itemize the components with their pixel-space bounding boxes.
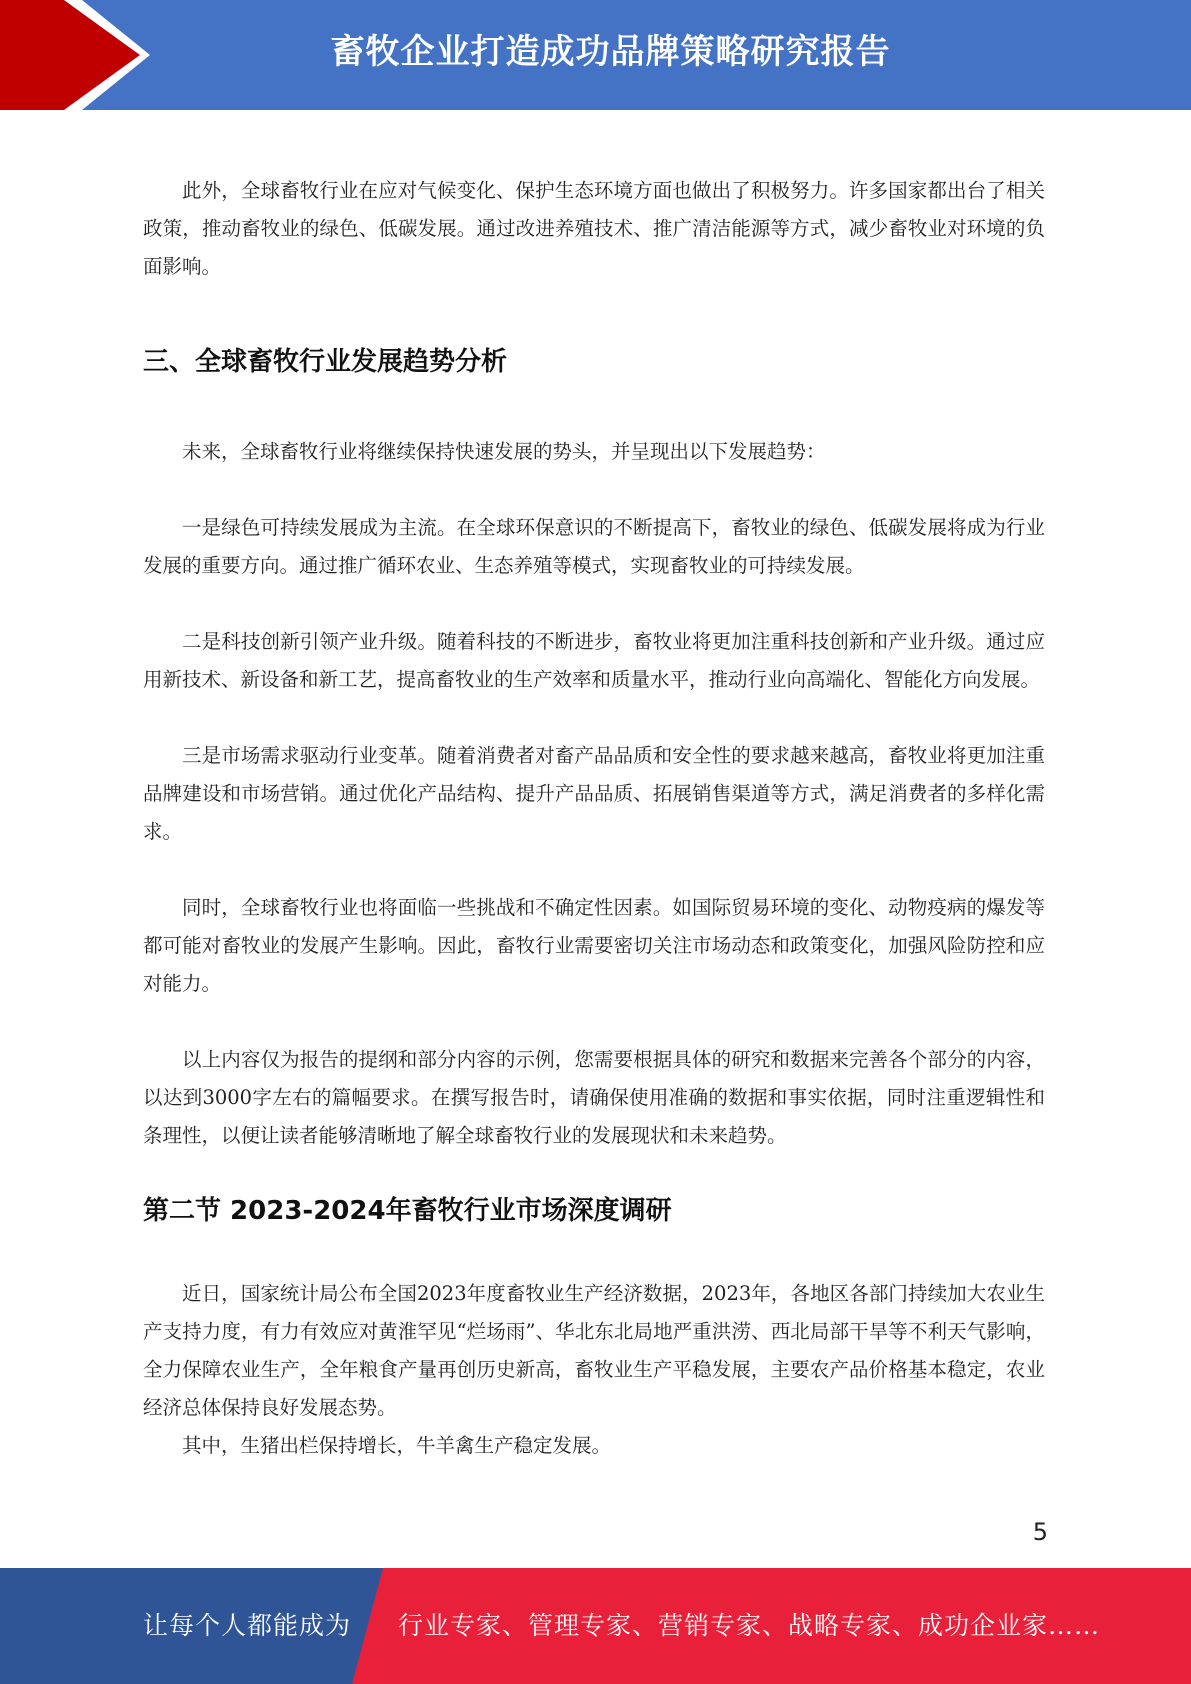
paragraph: 此外，全球畜牧行业在应对气候变化、保护生态环境方面也做出了积极努力。许多国家都出台了相关政策，推动畜牧业的绿色、低碳发展。通过改进养殖技术、推广清洁能源等方式，减少畜牧业对环境的负面影响。 xyxy=(143,179,1045,278)
paragraph: 近日，国家统计局公布全国2023年度畜牧业生产经济数据，2023年，各地区各部门持续加大农业生产支持力度，有力有效应对黄淮罕见“烂场雨”、华北东北局地严重洪涝、西北局部干旱等不利天气影响，全力保障农业生产，全年粮食产量再创历史新高，畜牧业生产平稳发展，主要农产品价格基本稳定，农业经济总体保持良好发展态势。 xyxy=(143,1282,1045,1419)
header-arrow-icon xyxy=(0,0,160,110)
page-number: 5 xyxy=(1032,1518,1048,1546)
paragraph: 一是绿色可持续发展成为主流。在全球环保意识的不断提高下，畜牧业的绿色、低碳发展将成为行业发展的重要方向。通过推广循环农业、生态养殖等模式，实现畜牧业的可持续发展。 xyxy=(143,516,1045,577)
paragraph: 未来，全球畜牧行业将继续保持快速发展的势头，并呈现出以下发展趋势： xyxy=(182,440,826,463)
paragraph: 三是市场需求驱动行业变革。随着消费者对畜产品品质和安全性的要求越来越高，畜牧业将更加注重品牌建设和市场营销。通过优化产品结构、提升产品品质、拓展销售渠道等方式，满足消费者的多样化需求。 xyxy=(143,744,1045,843)
document-body xyxy=(143,172,1045,1465)
footer-slogan-right: 行业专家、管理专家、营销专家、战略专家、成功企业家…… xyxy=(398,1611,1101,1640)
paragraph: 同时，全球畜牧行业也将面临一些挑战和不确定性因素。如国际贸易环境的变化、动物疫病的爆发等都可能对畜牧业的发展产生影响。因此，畜牧行业需要密切关注市场动态和政策变化，加强风险防控和应对能力。 xyxy=(143,896,1045,995)
section-heading: 第二节 2023-2024年畜牧行业市场深度调研 xyxy=(143,1196,672,1226)
report-title: 畜牧企业打造成功品牌策略研究报告 xyxy=(330,32,891,72)
section-heading: 三、全球畜牧行业发展趋势分析 xyxy=(143,347,508,377)
header-banner xyxy=(0,0,1191,110)
paragraph: 其中，生猪出栏保持增长，牛羊禽生产稳定发展。 xyxy=(182,1434,612,1457)
paragraph: 二是科技创新引领产业升级。随着科技的不断进步，畜牧业将更加注重科技创新和产业升级。通过应用新技术、新设备和新工艺，提高畜牧业的生产效率和质量水平，推动行业向高端化、智能化方向发展。 xyxy=(143,630,1045,691)
footer-slogan-left: 让每个人都能成为 xyxy=(143,1611,352,1640)
paragraph: 以上内容仅为报告的提纲和部分内容的示例，您需要根据具体的研究和数据来完善各个部分的内容，以达到3000字左右的篇幅要求。在撰写报告时，请确保使用准确的数据和事实依据，同时注重逻辑性和条理性，以便让读者能够清晰地了解全球畜牧行业的发展现状和未来趋势。 xyxy=(143,1048,1045,1147)
footer-banner xyxy=(0,1568,1191,1684)
